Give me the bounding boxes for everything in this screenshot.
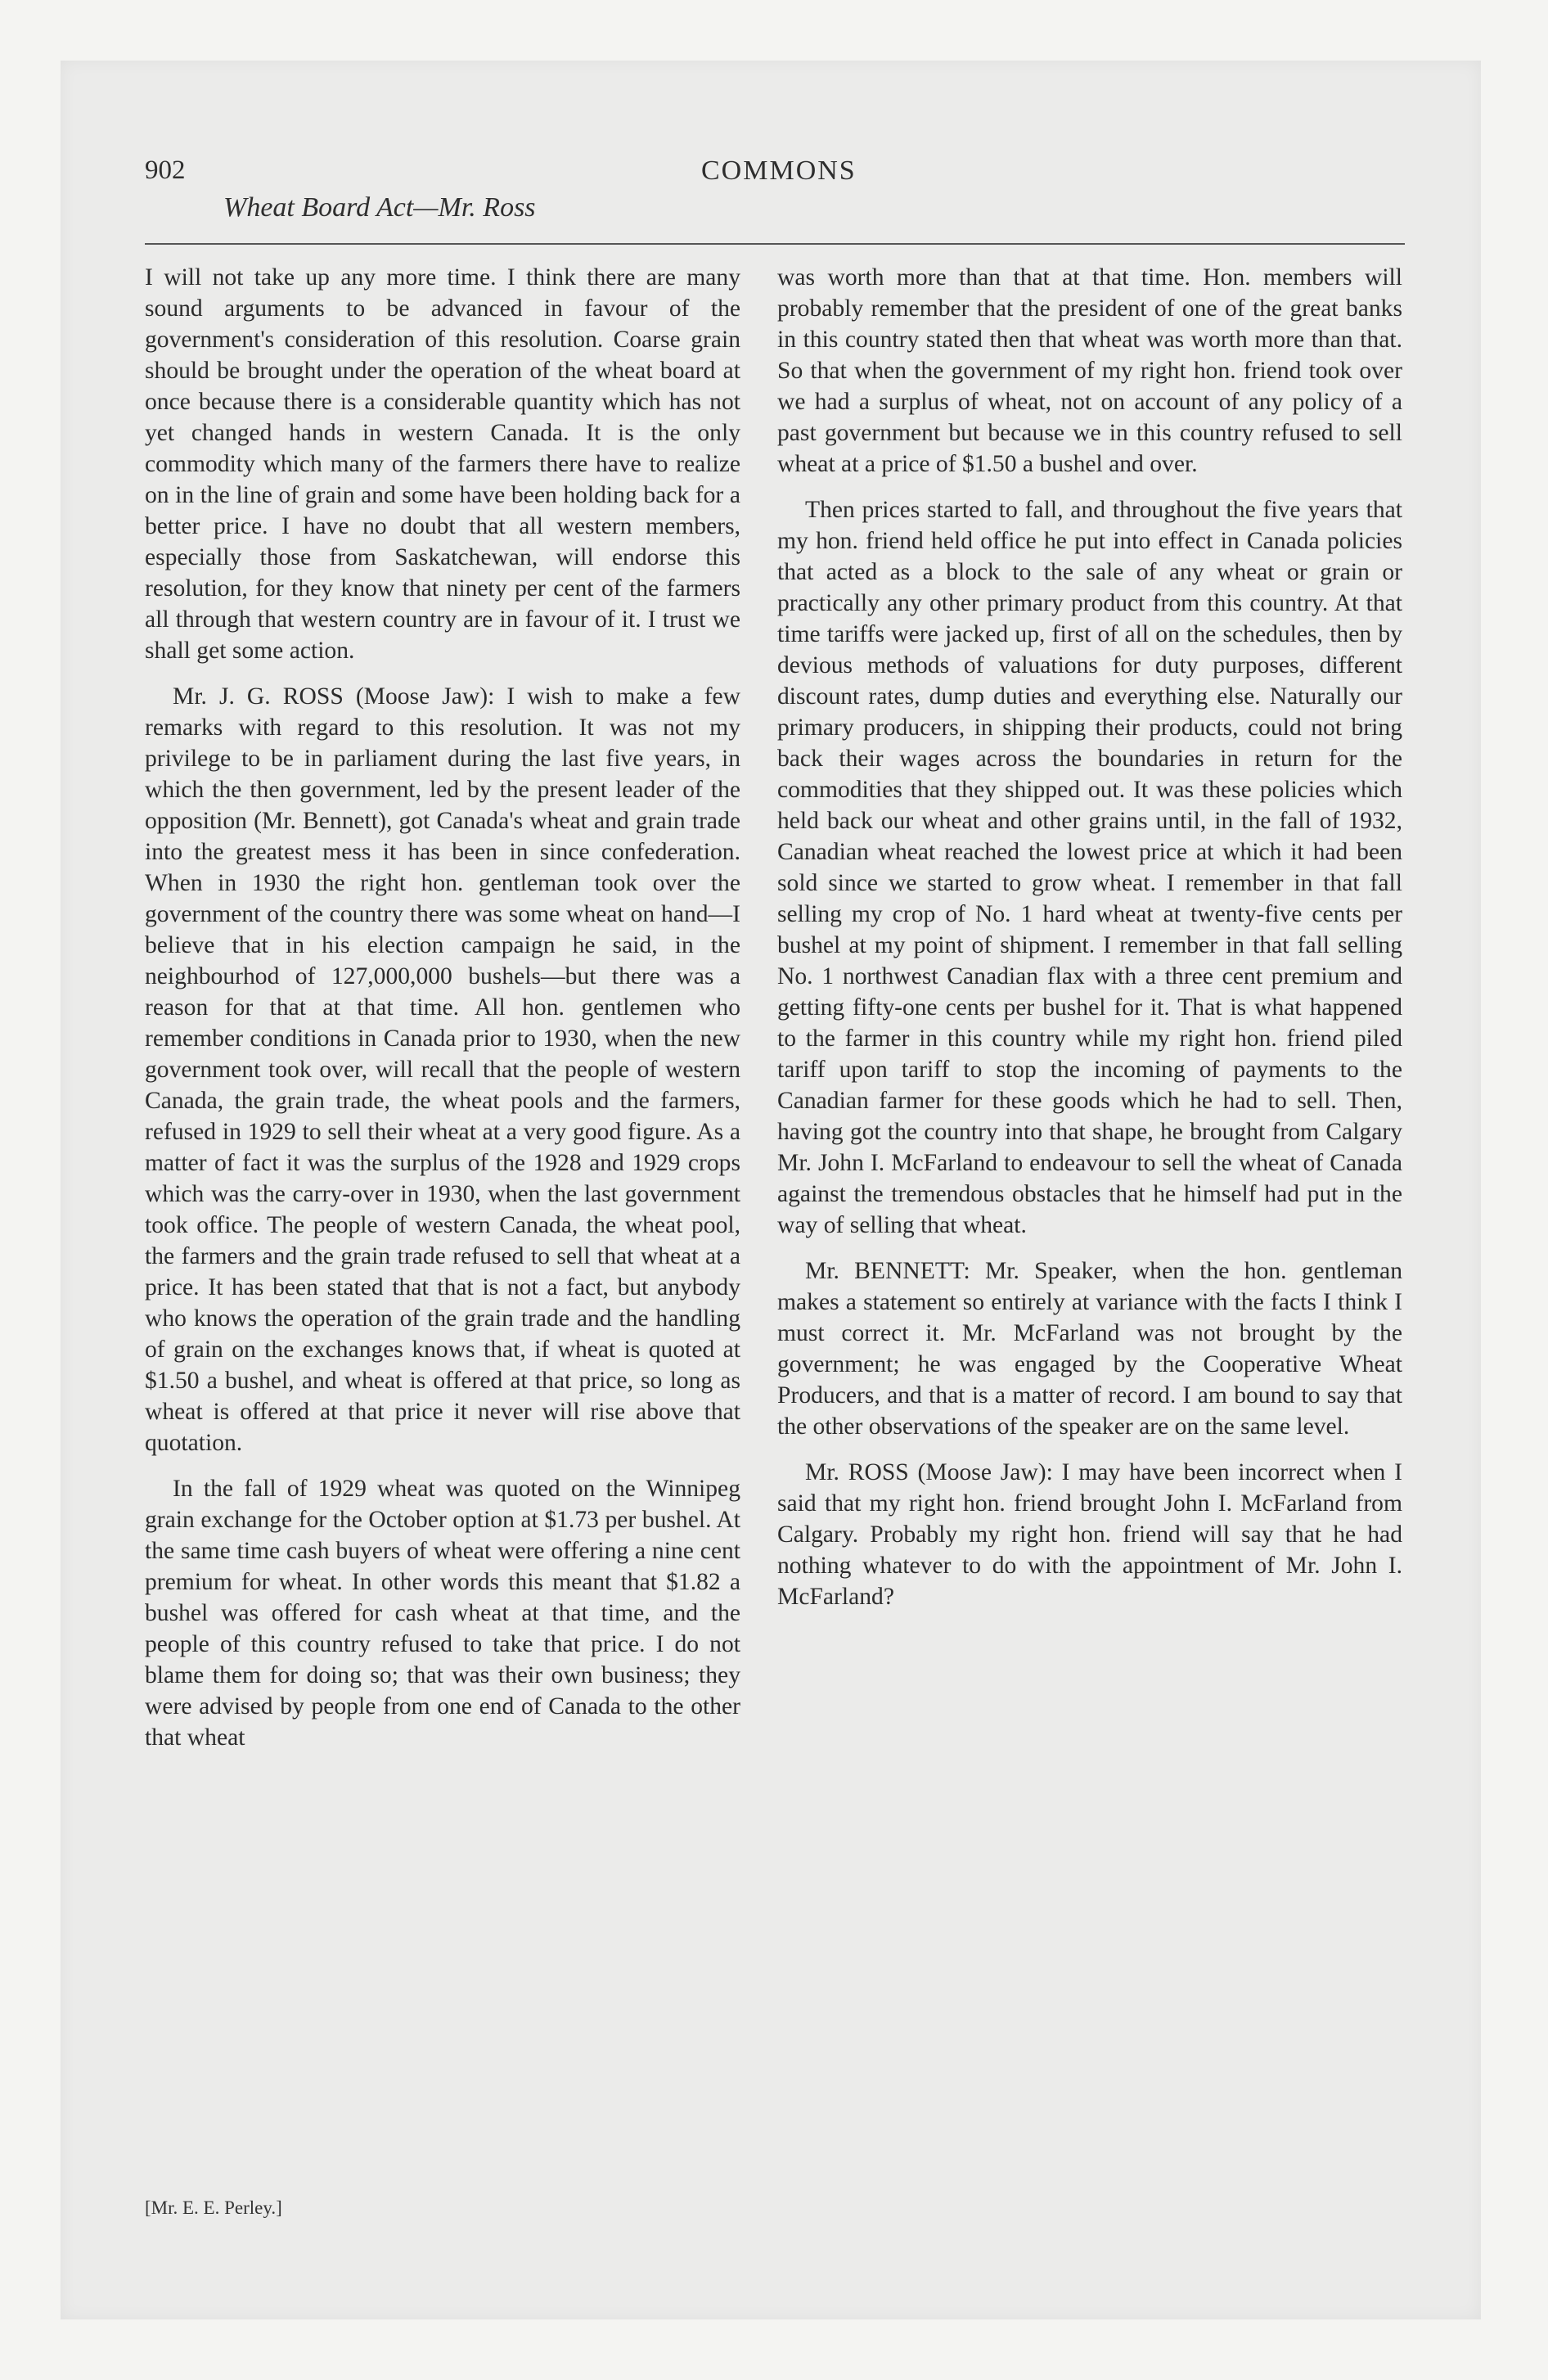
paragraph: Mr. J. G. ROSS (Moose Jaw): I wish to make a few remarks with regard to this resolution. It was not my privilege to be in parliament during the last five years, in which the then government, led by the present leader of the opposition (Mr. Bennett), got Canada's wheat and grain trade into the greatest mess it has been in since confederation. When in 1930 the right hon. gentleman took over the government of the country there was some wheat on hand—I believe that in his election campaign he said, in the neighbourhod of 127,000,000 bushels—but there was a reason for that at that time. All hon. gentlemen who remember conditions in Canada prior to 1930, when the new government took over, will recall that the people of western Canada, the grain trade, the wheat pools and the farmers, refused in 1929 to sell their wheat at a very good figure. As a matter of fact it was the surplus of the 1928 and 1929 crops which was the carry-over in 1930, when the last government took office. The people of western Canada, the wheat pool, the farmers and the grain trade refused to sell that wheat at a price. It has been stated that that is not a fact, but anybody who knows the operation of the grain trade and the handling of grain on the exchanges knows that, if wheat is quoted at $1.50 a bushel, and wheat is offered at that price, so long as wheat is offered at that price it never will rise above that quotation. xyxy=(145,683,740,1456)
paragraph: In the fall of 1929 wheat was quoted on the Winnipeg grain exchange for the October option at $1.73 per bushel. At the same time cash buyers of wheat were offering a nine cent premium for wheat. In other words this meant that $1.82 a bushel was offered for cash wheat at that time, and the people of this country refused to take that price. I do not blame them for doing so; that was their own business; they were advised by people from one end of Canada to the other that wheat xyxy=(145,1476,740,1751)
page-header xyxy=(145,156,1405,246)
speaker-footnote: [Mr. E. E. Perley.] xyxy=(145,2197,282,2218)
left-column xyxy=(145,262,740,1768)
page-number: 902 xyxy=(145,156,186,185)
section-title: COMMONS xyxy=(701,156,857,186)
paragraph: was worth more than that at that time. Hon. members will probably remember that the president of one of the great banks in this country stated then that wheat was worth more than that. So that when the government of my right hon. friend took over we had a surplus of wheat, not on account of any policy of a past government but because we in this country refused to sell wheat at a price of $1.50 a bushel and over. xyxy=(777,264,1402,477)
paragraph: I will not take up any more time. I think there are many sound arguments to be advanced in favour of the government's consideration of this resolution. Coarse grain should be brought under the operation of the wheat board at once because there is a considerable quantity which has not yet changed hands in western Canada. It is the only commodity which many of the farmers there have to realize on in the line of grain and some have been holding back for a better price. I have no doubt that all western members, especially those from Saskatchewan, will endorse this resolution, for they know that ninety per cent of the farmers all through that western country are in favour of it. I trust we shall get some action. xyxy=(145,264,740,664)
right-column xyxy=(777,262,1402,1627)
paragraph: Mr. ROSS (Moose Jaw): I may have been incorrect when I said that my right hon. friend brought John I. McFarland from Calgary. Probably my right hon. friend will say that he had nothing whatever to do with the appointment of Mr. John I. McFarland? xyxy=(777,1459,1402,1610)
header-rule xyxy=(145,243,1405,245)
running-title: Wheat Board Act—Mr. Ross xyxy=(223,192,536,223)
paragraph: Then prices started to fall, and throughout the five years that my hon. friend held office he put into effect in Canada policies that acted as a block to the sale of any wheat or grain or practically any other primary product from this country. At that time tariffs were jacked up, first of all on the schedules, then by devious methods of valuations for duty purposes, different discount rates, dump duties and everything else. Naturally our primary producers, in shipping their products, could not bring back their wages across the boundaries in return for the commodities that they shipped out. It was these policies which held back our wheat and other grains until, in the fall of 1932, Canadian wheat reached the lowest price at which it had been sold since we started to grow wheat. I remember in that fall selling my crop of No. 1 hard wheat at twenty-five cents per bushel at my point of shipment. I remember in that fall selling No. 1 northwest Canadian flax with a three cent premium and getting fifty-one cents per bushel for it. That is what happened to the farmer in this country while my right hon. friend piled tariff upon tariff to stop the incoming of payments to the Canadian farmer for these goods which he had to sell. Then, having got the country into that shape, he brought from Calgary Mr. John I. McFarland to endeavour to sell the wheat of Canada against the tremendous obstacles that he himself had put in the way of selling that wheat. xyxy=(777,497,1402,1238)
paragraph: Mr. BENNETT: Mr. Speaker, when the hon. gentleman makes a statement so entirely at variance with the facts I think I must correct it. Mr. McFarland was not brought by the government; he was engaged by the Cooperative Wheat Producers, and that is a matter of record. I am bound to say that the other observations of the speaker are on the same level. xyxy=(777,1258,1402,1440)
